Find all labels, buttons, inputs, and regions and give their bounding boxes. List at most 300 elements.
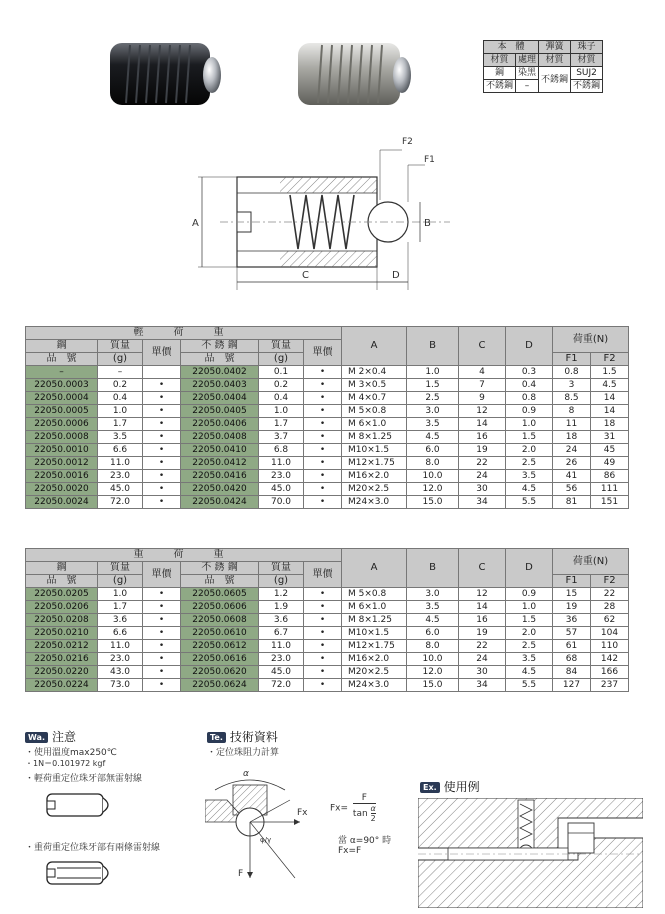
steel-mass: 45.0 — [98, 483, 143, 496]
cell: 不銹鋼 — [571, 80, 603, 93]
size-C: 9 — [459, 392, 506, 405]
header-material: 材質 — [484, 54, 516, 67]
size-C: 30 — [459, 666, 506, 679]
stainless-part-no: 22050.0402 — [181, 366, 259, 379]
load-F2: 14 — [591, 405, 629, 418]
size-C: 19 — [459, 627, 506, 640]
size-B: 12.0 — [407, 483, 459, 496]
size-D: 1.5 — [506, 431, 553, 444]
load-F1: 127 — [553, 679, 591, 692]
steel-price: • — [143, 627, 181, 640]
size-A: M 4×0.7 — [342, 392, 407, 405]
size-A: M24×3.0 — [342, 679, 407, 692]
steel-mass: 3.5 — [98, 431, 143, 444]
cell: 不銹鋼 — [484, 80, 516, 93]
stainless-price: • — [304, 653, 342, 666]
header-part-no: 品 號 — [181, 353, 259, 366]
stainless-part-no: 22050.0612 — [181, 640, 259, 653]
load-F2: 62 — [591, 614, 629, 627]
load-F1: 19 — [553, 601, 591, 614]
size-A: M20×2.5 — [342, 666, 407, 679]
steel-price — [143, 366, 181, 379]
steel-mass: 0.2 — [98, 379, 143, 392]
steel-price: • — [143, 653, 181, 666]
size-D: 5.5 — [506, 496, 553, 509]
size-C: 12 — [459, 588, 506, 601]
steel-price: • — [143, 483, 181, 496]
steel-price: • — [143, 470, 181, 483]
steel-mass: 1.7 — [98, 418, 143, 431]
header-ball: 珠子 — [571, 41, 603, 54]
header-load: 荷重(N) — [553, 327, 629, 353]
material-table — [483, 40, 603, 93]
stainless-part-no: 22050.0404 — [181, 392, 259, 405]
header-stainless: 不 銹 鋼 — [181, 340, 259, 353]
stainless-part-no: 22050.0405 — [181, 405, 259, 418]
condition-text: 當 α=90° 時 — [338, 836, 392, 846]
load-F1: 3 — [553, 379, 591, 392]
load-F1: 68 — [553, 653, 591, 666]
stainless-mass: 3.6 — [259, 614, 304, 627]
force-diagram — [205, 760, 325, 885]
stainless-price: • — [304, 366, 342, 379]
label-D: D — [392, 270, 400, 281]
load-F1: 15 — [553, 588, 591, 601]
size-D: 3.5 — [506, 653, 553, 666]
stainless-mass: 45.0 — [259, 483, 304, 496]
steel-price: • — [143, 666, 181, 679]
size-A: M 8×1.25 — [342, 431, 407, 444]
load-F2: 111 — [591, 483, 629, 496]
stainless-mass: 0.1 — [259, 366, 304, 379]
steel-part-no: 22050.0208 — [26, 614, 98, 627]
load-F2: 14 — [591, 392, 629, 405]
stainless-price: • — [304, 418, 342, 431]
load-F1: 57 — [553, 627, 591, 640]
stainless-ball-plunger-photo — [290, 35, 415, 115]
heavy-load-title: 重 荷 重 — [26, 549, 342, 562]
stainless-mass: 1.9 — [259, 601, 304, 614]
load-F2: 45 — [591, 444, 629, 457]
header-price: 單價 — [143, 562, 181, 588]
label-C: C — [302, 270, 309, 281]
steel-part-no: 22050.0006 — [26, 418, 98, 431]
size-B: 1.5 — [407, 379, 459, 392]
size-D: 0.9 — [506, 405, 553, 418]
stainless-mass: 3.7 — [259, 431, 304, 444]
condition-result: Fx=F — [338, 846, 362, 856]
steel-price: • — [143, 418, 181, 431]
steel-price: • — [143, 588, 181, 601]
stainless-mass: 1.7 — [259, 418, 304, 431]
steel-part-no: 22050.0004 — [26, 392, 98, 405]
size-B: 15.0 — [407, 496, 459, 509]
header-mass-unit: (g) — [259, 353, 304, 366]
cell: SUJ2 — [571, 67, 603, 80]
stainless-part-no: 22050.0410 — [181, 444, 259, 457]
steel-part-no: 22050.0016 — [26, 470, 98, 483]
stainless-mass: 6.8 — [259, 444, 304, 457]
size-C: 14 — [459, 418, 506, 431]
size-D: 1.0 — [506, 418, 553, 431]
stainless-price: • — [304, 640, 342, 653]
stainless-part-no: 22050.0424 — [181, 496, 259, 509]
header-price: 單價 — [143, 340, 181, 366]
notes-title: 注意 — [51, 730, 76, 744]
size-A: M24×3.0 — [342, 496, 407, 509]
stainless-price: • — [304, 679, 342, 692]
table-row — [26, 418, 629, 431]
stainless-price: • — [304, 601, 342, 614]
stainless-price: • — [304, 496, 342, 509]
size-A: M 5×0.8 — [342, 405, 407, 418]
table-row — [26, 496, 629, 509]
size-B: 12.0 — [407, 666, 459, 679]
stainless-mass: 70.0 — [259, 496, 304, 509]
tech-title: 技術資料 — [229, 730, 278, 744]
header-part-no: 品 號 — [26, 353, 98, 366]
header-mass-unit: (g) — [98, 575, 143, 588]
header-F1: F1 — [553, 353, 591, 366]
stainless-price: • — [304, 431, 342, 444]
size-C: 22 — [459, 640, 506, 653]
size-B: 3.0 — [407, 588, 459, 601]
header-mass-unit: (g) — [98, 353, 143, 366]
table-row — [26, 601, 629, 614]
stainless-mass: 0.2 — [259, 379, 304, 392]
steel-price: • — [143, 405, 181, 418]
table-row — [26, 392, 629, 405]
header-A: A — [342, 327, 407, 366]
size-C: 16 — [459, 614, 506, 627]
size-A: M 6×1.0 — [342, 601, 407, 614]
size-B: 10.0 — [407, 470, 459, 483]
usage-example-drawing — [418, 798, 643, 908]
size-B: 4.5 — [407, 614, 459, 627]
steel-price: • — [143, 496, 181, 509]
steel-part-no: 22050.0224 — [26, 679, 98, 692]
formula — [330, 793, 376, 823]
cell: 鋼 — [484, 67, 516, 80]
steel-part-no: 22050.0216 — [26, 653, 98, 666]
phi-label: φ/γ — [260, 836, 272, 844]
light-load-table — [25, 326, 629, 509]
cell: 染黑 — [516, 67, 539, 80]
load-F2: 49 — [591, 457, 629, 470]
steel-mass: 73.0 — [98, 679, 143, 692]
note-line: ・重荷重定位珠牙部有兩條雷射線 — [25, 843, 161, 853]
size-D: 2.0 — [506, 627, 553, 640]
size-C: 22 — [459, 457, 506, 470]
size-D: 4.5 — [506, 483, 553, 496]
load-F1: 81 — [553, 496, 591, 509]
size-D: 1.5 — [506, 614, 553, 627]
steel-part-no: 22050.0008 — [26, 431, 98, 444]
formula-den — [353, 804, 376, 823]
steel-price: • — [143, 640, 181, 653]
size-C: 12 — [459, 405, 506, 418]
steel-part-no: 22050.0212 — [26, 640, 98, 653]
size-A: M 8×1.25 — [342, 614, 407, 627]
stainless-mass: 1.2 — [259, 588, 304, 601]
header-price: 單價 — [304, 340, 342, 366]
size-D: 0.4 — [506, 379, 553, 392]
label-A: A — [192, 218, 199, 229]
steel-mass: 6.6 — [98, 627, 143, 640]
size-C: 24 — [459, 470, 506, 483]
table-row — [26, 653, 629, 666]
light-load-title: 輕 荷 重 — [26, 327, 342, 340]
load-F1: 11 — [553, 418, 591, 431]
stainless-part-no: 22050.0608 — [181, 614, 259, 627]
table-row — [26, 457, 629, 470]
stainless-part-no: 22050.0416 — [181, 470, 259, 483]
size-D: 1.0 — [506, 601, 553, 614]
stainless-mass: 23.0 — [259, 653, 304, 666]
header-mass: 質量 — [259, 340, 304, 353]
header-D: D — [506, 327, 553, 366]
formula-num: F — [353, 793, 376, 804]
load-F1: 26 — [553, 457, 591, 470]
header-mass-unit: (g) — [259, 575, 304, 588]
size-A: M20×2.5 — [342, 483, 407, 496]
stainless-price: • — [304, 405, 342, 418]
stainless-price: • — [304, 470, 342, 483]
table-row — [26, 614, 629, 627]
header-A: A — [342, 549, 407, 588]
size-B: 3.5 — [407, 601, 459, 614]
steel-part-no: 22050.0205 — [26, 588, 98, 601]
stainless-mass: 6.7 — [259, 627, 304, 640]
f-label: F — [238, 869, 244, 879]
load-F2: 104 — [591, 627, 629, 640]
size-A: M10×1.5 — [342, 627, 407, 640]
label-F2: F2 — [402, 137, 413, 147]
steel-mass: 11.0 — [98, 640, 143, 653]
table-row — [26, 666, 629, 679]
steel-price: • — [143, 457, 181, 470]
light-load-plunger-icon — [45, 790, 115, 820]
cell: 不銹鋼 — [539, 67, 571, 93]
load-F2: 151 — [591, 496, 629, 509]
steel-mass: 6.6 — [98, 444, 143, 457]
load-F2: 142 — [591, 653, 629, 666]
stainless-price: • — [304, 627, 342, 640]
label-F1: F1 — [424, 155, 435, 165]
tan-text: tan — [352, 809, 368, 819]
size-D: 2.0 — [506, 444, 553, 457]
table-row — [26, 379, 629, 392]
alpha-label: α — [243, 769, 249, 779]
header-stainless: 不 銹 鋼 — [181, 562, 259, 575]
stainless-mass: 11.0 — [259, 457, 304, 470]
steel-mass: 3.6 — [98, 614, 143, 627]
steel-mass: 23.0 — [98, 470, 143, 483]
size-B: 6.0 — [407, 444, 459, 457]
steel-mass: 1.7 — [98, 601, 143, 614]
steel-part-no: 22050.0020 — [26, 483, 98, 496]
load-F2: 22 — [591, 588, 629, 601]
size-D: 4.5 — [506, 666, 553, 679]
load-F1: 18 — [553, 431, 591, 444]
note-line: ・輕荷重定位珠牙部無雷射線 — [25, 774, 143, 784]
table-row — [26, 431, 629, 444]
load-F2: 18 — [591, 418, 629, 431]
stainless-part-no: 22050.0616 — [181, 653, 259, 666]
load-F1: 61 — [553, 640, 591, 653]
stainless-part-no: 22050.0606 — [181, 601, 259, 614]
steel-mass: – — [98, 366, 143, 379]
size-B: 15.0 — [407, 679, 459, 692]
heavy-load-plunger-icon — [45, 858, 115, 888]
load-F1: 84 — [553, 666, 591, 679]
load-F2: 28 — [591, 601, 629, 614]
steel-mass: 0.4 — [98, 392, 143, 405]
header-steel: 鋼 — [26, 340, 98, 353]
steel-part-no: – — [26, 366, 98, 379]
stainless-part-no: 22050.0610 — [181, 627, 259, 640]
table-row — [26, 483, 629, 496]
stainless-mass: 11.0 — [259, 640, 304, 653]
steel-part-no: 22050.0010 — [26, 444, 98, 457]
steel-price: • — [143, 614, 181, 627]
stainless-part-no: 22050.0408 — [181, 431, 259, 444]
size-D: 0.9 — [506, 588, 553, 601]
notes-badge: Wa. — [25, 732, 48, 743]
load-F2: 1.5 — [591, 366, 629, 379]
header-C: C — [459, 327, 506, 366]
load-F1: 0.8 — [553, 366, 591, 379]
load-F1: 41 — [553, 470, 591, 483]
size-B: 6.0 — [407, 627, 459, 640]
steel-price: • — [143, 679, 181, 692]
header-steel: 鋼 — [26, 562, 98, 575]
steel-price: • — [143, 379, 181, 392]
size-A: M 2×0.4 — [342, 366, 407, 379]
size-B: 10.0 — [407, 653, 459, 666]
steel-mass: 43.0 — [98, 666, 143, 679]
stainless-mass: 23.0 — [259, 470, 304, 483]
stainless-price: • — [304, 614, 342, 627]
steel-price: • — [143, 444, 181, 457]
cell: – — [516, 80, 539, 93]
size-C: 7 — [459, 379, 506, 392]
frac-den: 2 — [370, 814, 376, 823]
stainless-price: • — [304, 379, 342, 392]
example-badge: Ex. — [420, 782, 440, 793]
load-F1: 8 — [553, 405, 591, 418]
load-F2: 4.5 — [591, 379, 629, 392]
formula-lhs: Fx= — [330, 803, 349, 814]
stainless-price: • — [304, 392, 342, 405]
size-A: M 5×0.8 — [342, 588, 407, 601]
size-A: M12×1.75 — [342, 457, 407, 470]
note-line: ・使用溫度max250℃ — [25, 748, 117, 758]
stainless-price: • — [304, 457, 342, 470]
size-D: 0.8 — [506, 392, 553, 405]
header-B: B — [407, 549, 459, 588]
size-B: 3.5 — [407, 418, 459, 431]
header-part-no: 品 號 — [181, 575, 259, 588]
steel-part-no: 22050.0206 — [26, 601, 98, 614]
header-B: B — [407, 327, 459, 366]
header-load: 荷重(N) — [553, 549, 629, 575]
load-F2: 110 — [591, 640, 629, 653]
stainless-mass: 45.0 — [259, 666, 304, 679]
stainless-price: • — [304, 444, 342, 457]
load-F1: 24 — [553, 444, 591, 457]
header-F2: F2 — [591, 575, 629, 588]
table-row — [26, 679, 629, 692]
size-C: 24 — [459, 653, 506, 666]
steel-part-no: 22050.0005 — [26, 405, 98, 418]
size-B: 2.5 — [407, 392, 459, 405]
table-row — [26, 366, 629, 379]
size-C: 19 — [459, 444, 506, 457]
load-F2: 31 — [591, 431, 629, 444]
stainless-part-no: 22050.0605 — [181, 588, 259, 601]
example-heading — [420, 778, 480, 795]
size-C: 4 — [459, 366, 506, 379]
header-D: D — [506, 549, 553, 588]
stainless-mass: 72.0 — [259, 679, 304, 692]
size-D: 3.5 — [506, 470, 553, 483]
size-A: M 6×1.0 — [342, 418, 407, 431]
size-C: 14 — [459, 601, 506, 614]
stainless-part-no: 22050.0403 — [181, 379, 259, 392]
load-F2: 166 — [591, 666, 629, 679]
header-part-no: 品 號 — [26, 575, 98, 588]
fx-label: Fx — [297, 808, 308, 818]
header-material: 材質 — [539, 54, 571, 67]
steel-part-no: 22050.0012 — [26, 457, 98, 470]
header-body: 本 體 — [484, 41, 539, 54]
steel-part-no: 22050.0003 — [26, 379, 98, 392]
stainless-price: • — [304, 666, 342, 679]
table-row — [26, 470, 629, 483]
stainless-part-no: 22050.0420 — [181, 483, 259, 496]
steel-part-no: 22050.0024 — [26, 496, 98, 509]
header-mass: 質量 — [98, 340, 143, 353]
steel-part-no: 22050.0220 — [26, 666, 98, 679]
size-A: M10×1.5 — [342, 444, 407, 457]
load-F1: 36 — [553, 614, 591, 627]
steel-mass: 1.0 — [98, 588, 143, 601]
size-A: M16×2.0 — [342, 653, 407, 666]
steel-mass: 72.0 — [98, 496, 143, 509]
size-C: 16 — [459, 431, 506, 444]
size-B: 1.0 — [407, 366, 459, 379]
size-A: M16×2.0 — [342, 470, 407, 483]
size-A: M 3×0.5 — [342, 379, 407, 392]
size-A: M12×1.75 — [342, 640, 407, 653]
header-F1: F1 — [553, 575, 591, 588]
header-mass: 質量 — [259, 562, 304, 575]
table-row — [26, 627, 629, 640]
size-C: 34 — [459, 679, 506, 692]
example-title: 使用例 — [443, 780, 480, 794]
size-B: 8.0 — [407, 457, 459, 470]
steel-mass: 11.0 — [98, 457, 143, 470]
notes-heading — [25, 728, 76, 745]
load-F1: 8.5 — [553, 392, 591, 405]
steel-mass: 23.0 — [98, 653, 143, 666]
tech-heading — [207, 728, 278, 745]
load-F1: 56 — [553, 483, 591, 496]
stainless-part-no: 22050.0624 — [181, 679, 259, 692]
header-mass: 質量 — [98, 562, 143, 575]
table-row — [26, 405, 629, 418]
